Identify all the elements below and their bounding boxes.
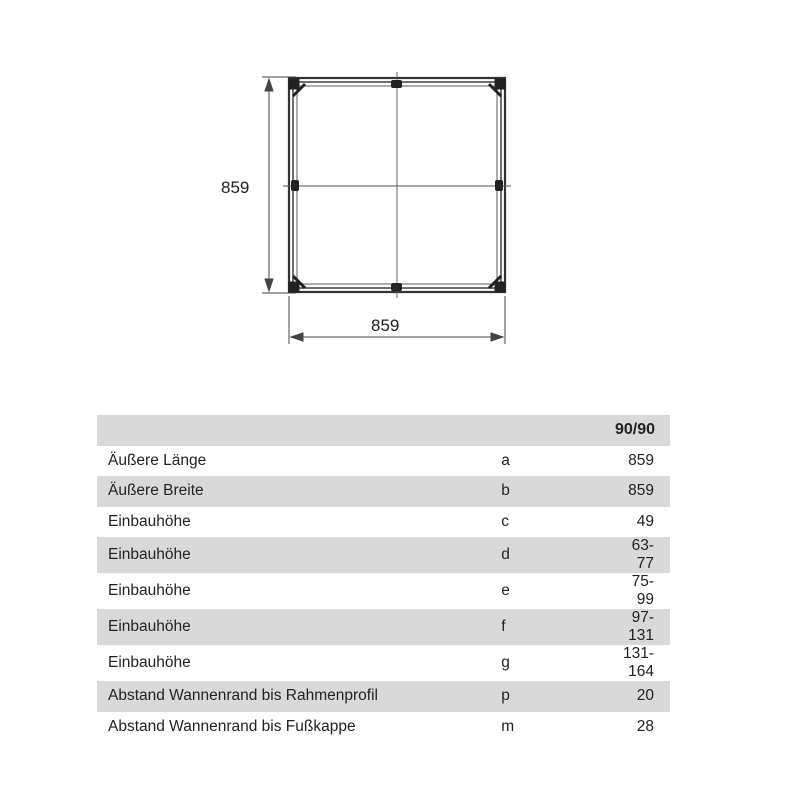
horizontal-dimension-label: 859 <box>371 316 400 335</box>
row-symbol: g <box>501 654 510 671</box>
row-label: Abstand Wannenrand bis Fußkappe <box>108 717 356 735</box>
row-value: 28 <box>636 717 654 735</box>
row-label: Einbauhöhe <box>108 654 191 671</box>
row-label: Einbauhöhe <box>108 512 191 530</box>
table-row <box>97 537 670 573</box>
row-symbol: d <box>501 546 510 563</box>
table-row <box>97 507 670 538</box>
row-symbol: b <box>501 482 510 500</box>
row-value: 75-99 <box>631 573 654 608</box>
table-row <box>97 476 670 507</box>
row-value: 20 <box>636 687 654 705</box>
table-row <box>97 681 670 712</box>
row-value: 97-131 <box>628 609 654 644</box>
header-symbol-cell <box>487 415 615 446</box>
row-symbol: m <box>501 717 515 735</box>
row-value: 859 <box>628 451 654 469</box>
row-symbol: e <box>501 582 510 599</box>
row-label: Äußere Breite <box>108 482 204 500</box>
row-symbol: a <box>501 451 510 469</box>
header-label-cell <box>97 415 487 446</box>
row-label: Abstand Wannenrand bis Rahmenprofil <box>108 687 378 705</box>
row-value: 63-77 <box>631 537 654 572</box>
row-label: Äußere Länge <box>108 451 207 469</box>
row-symbol: f <box>501 618 506 635</box>
row-label: Einbauhöhe <box>108 618 191 635</box>
row-symbol: c <box>501 512 509 530</box>
vertical-dimension-label: 859 <box>221 178 250 197</box>
row-label: Einbauhöhe <box>108 582 191 599</box>
row-value: 49 <box>636 512 654 530</box>
row-value: 859 <box>628 482 654 500</box>
frame-drawing-svg <box>0 0 800 370</box>
row-label: Einbauhöhe <box>108 546 191 563</box>
header-model-cell: 90/90 <box>614 421 655 439</box>
table-row <box>97 609 670 645</box>
table-row <box>97 645 670 681</box>
frame-technical-drawing <box>0 0 800 370</box>
table-header-row <box>97 415 670 446</box>
row-symbol: p <box>501 687 510 705</box>
table-row <box>97 446 670 477</box>
vertical-dimension-line <box>262 77 296 293</box>
table-row <box>97 712 670 743</box>
spec-table <box>97 415 670 742</box>
row-value: 131-164 <box>622 645 654 680</box>
frame-centerlines <box>283 72 511 298</box>
table-row <box>97 573 670 609</box>
